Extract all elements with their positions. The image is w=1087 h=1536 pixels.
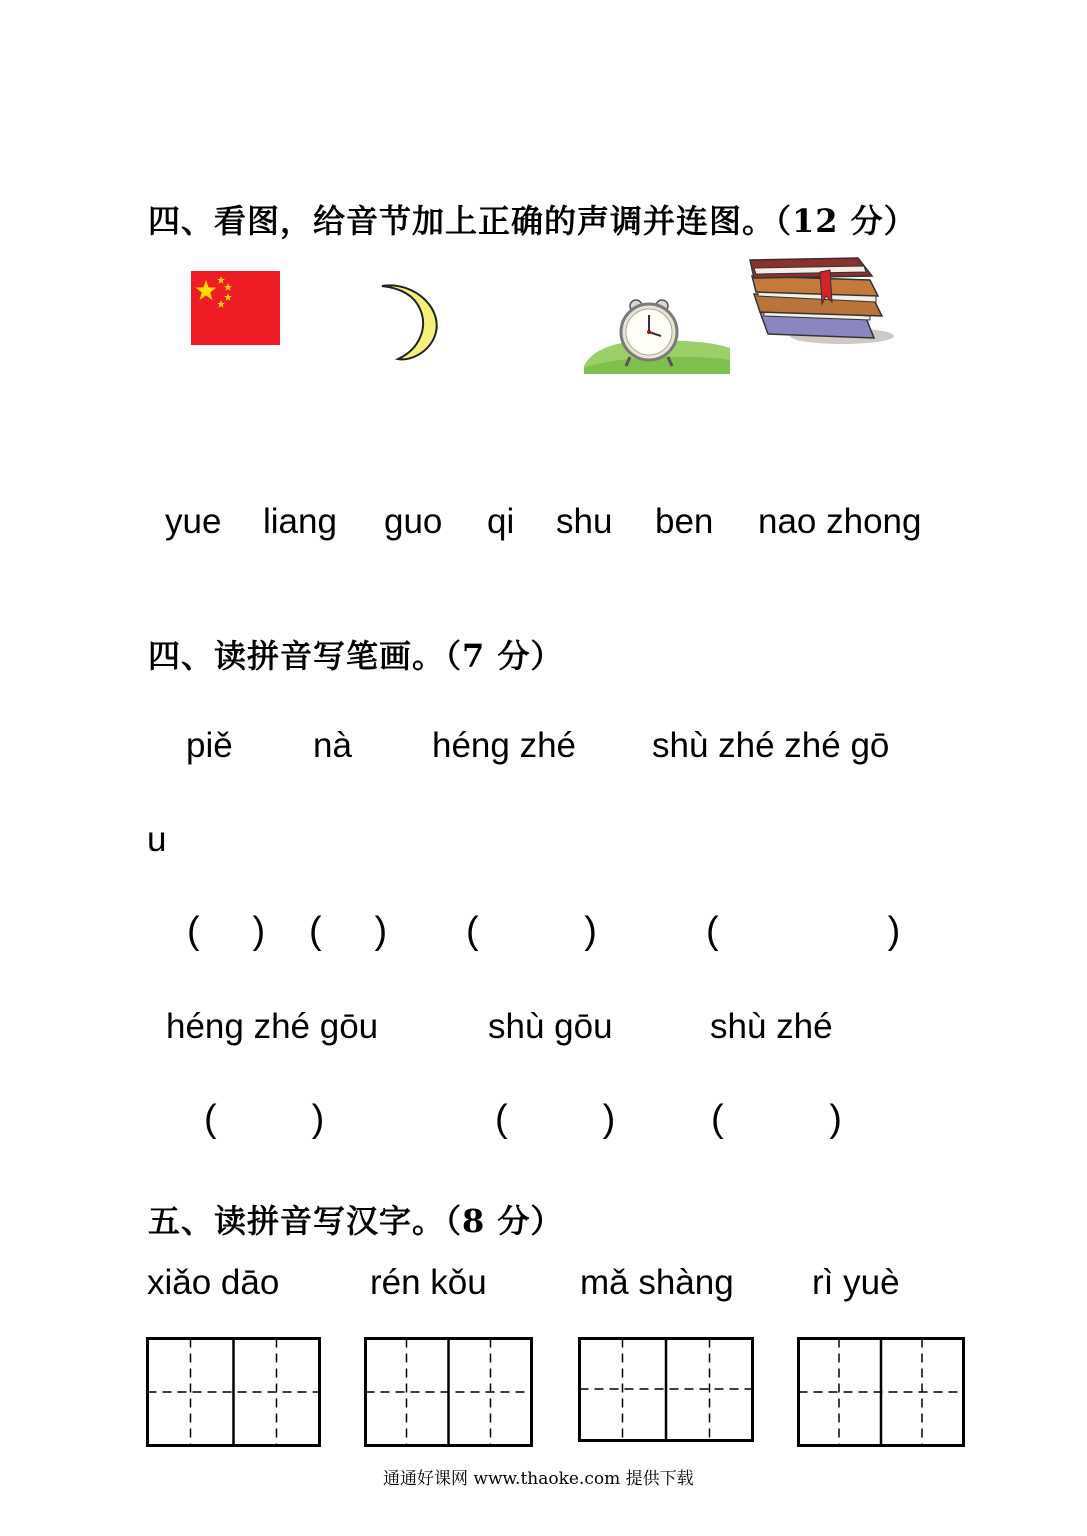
syllable-ben: ben [655, 502, 714, 541]
alarm-clock-icon [584, 296, 730, 374]
hanzi-pinyin-ri-yue: rì yuè [812, 1263, 900, 1302]
hanzi-pinyin-xiao-dao: xiǎo dāo [147, 1263, 280, 1302]
section-title-strokes: 四、读拼音写笔画。（7 分） [148, 637, 564, 675]
syllable-nao-zhong: nao zhong [758, 502, 922, 541]
writing-grid-ma-shang[interactable] [578, 1337, 754, 1442]
stroke-pinyin-heng-zhe-gou: héng zhé gōu [166, 1007, 379, 1046]
footer-source: 通通好课网 www.thaoke.com 提供下载 [383, 1469, 694, 1489]
writing-grid-ren-kou[interactable] [364, 1337, 533, 1447]
writing-grid-xiao-dao[interactable] [146, 1337, 321, 1447]
hanzi-pinyin-ma-shang: mǎ shàng [580, 1263, 734, 1302]
stroke-pinyin-na: nà [313, 726, 352, 765]
syllable-yue: yue [165, 502, 222, 541]
stroke-pinyin-wrap: u [147, 820, 167, 859]
answer-blank-na[interactable]: ( ) [309, 910, 388, 952]
syllable-liang: liang [263, 502, 337, 541]
stroke-pinyin-shu-zhe: shù zhé [710, 1007, 833, 1046]
section-title-picture-match: 四、看图，给音节加上正确的声调并连图。（12 分） [148, 202, 917, 240]
answer-blank-heng-zhe[interactable]: ( ) [466, 910, 597, 952]
answer-blank-shu-zhe-zhe-gou[interactable]: ( ) [706, 910, 901, 952]
answer-blank-shu-gou[interactable]: ( ) [495, 1098, 616, 1140]
stroke-pinyin-shu-zhe-zhe-gou: shù zhé zhé gō [652, 726, 890, 765]
stroke-pinyin-shu-gou: shù gōu [488, 1007, 613, 1046]
crescent-moon-icon [376, 283, 442, 361]
answer-blank-heng-zhe-gou[interactable]: ( ) [204, 1098, 325, 1140]
stroke-pinyin-pie: piě [186, 726, 233, 765]
books-stack-icon [746, 250, 898, 346]
stroke-pinyin-heng-zhe: héng zhé [432, 726, 577, 765]
answer-blank-shu-zhe[interactable]: ( ) [711, 1098, 842, 1140]
syllable-guo: guo [384, 502, 443, 541]
syllable-qi: qi [487, 502, 515, 541]
china-flag-icon [191, 271, 280, 345]
writing-grid-ri-yue[interactable] [797, 1337, 965, 1447]
syllable-shu: shu [556, 502, 613, 541]
section-title-hanzi: 五、读拼音写汉字。（8 分） [148, 1202, 564, 1240]
answer-blank-pie[interactable]: ( ) [187, 910, 266, 952]
hanzi-pinyin-ren-kou: rén kǒu [370, 1263, 487, 1302]
